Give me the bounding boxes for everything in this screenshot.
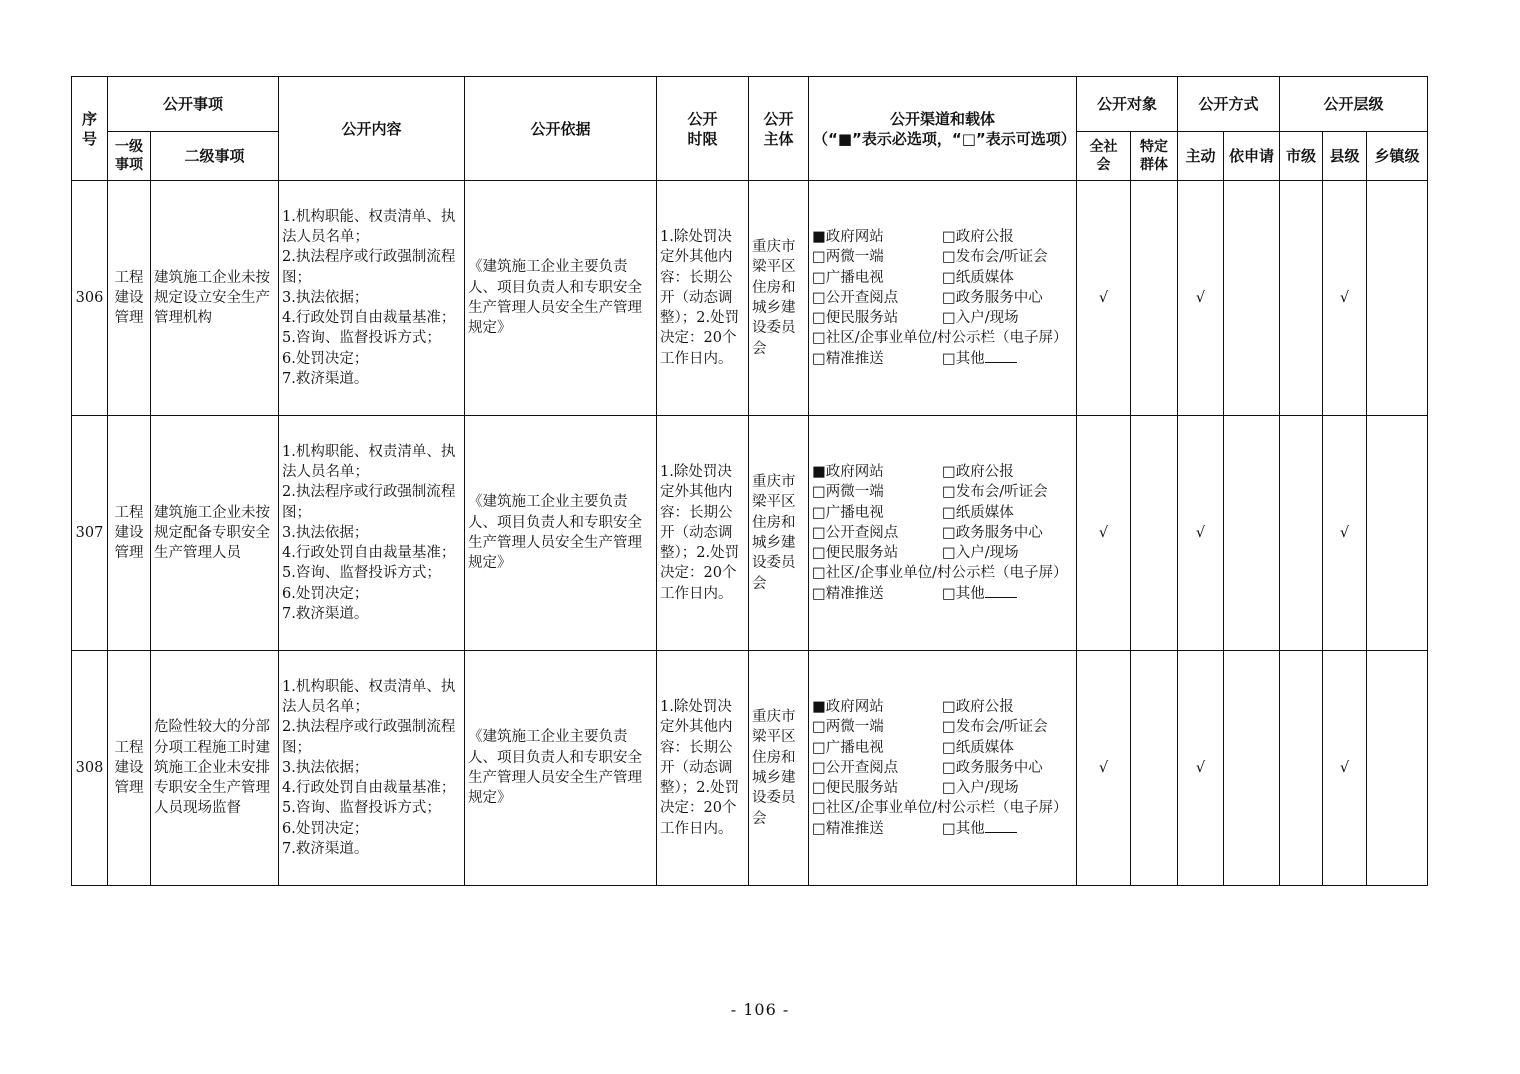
header-audience-specific: 特定群体: [1131, 132, 1178, 181]
row-method-active: √: [1178, 651, 1224, 886]
row-subject: 重庆市梁平区住房和城乡建设委员会: [749, 416, 809, 651]
row-subject: 重庆市梁平区住房和城乡建设委员会: [749, 651, 809, 886]
row-content: 1.机构职能、权责清单、执法人员名单； 2.执法程序或行政强制流程图； 3.执法依据； 4.行政处罚自由裁量基准； 5.咨询、监督投诉方式； 6.处罚决定； 7.救济渠道。: [279, 416, 465, 651]
row-basis: 《建筑施工企业主要负责人、项目负责人和专职安全生产管理人员安全生产管理规定》: [465, 416, 657, 651]
row-level-city: [1280, 181, 1323, 416]
row-audience-specific: [1131, 181, 1178, 416]
row-level-town: [1367, 416, 1428, 651]
header-content: 公开内容: [279, 77, 465, 181]
header-subject: 公开主体: [749, 77, 809, 181]
header-level: 公开层级: [1280, 77, 1428, 132]
row-time-limit: 1.除处罚决定外其他内容：长期公开（动态调整）；2.处罚决定：20个工作日内。: [657, 651, 749, 886]
row-channels: ■政府网站 □政府公报 □两微一端 □发布会/听证会 □广播电视 □纸质媒体 □公开查阅点 □政务服务中心 □便民服务站 □入户/现场 □社区/企事业单位/村公示栏（电子屏） □精准推送 □其他: [809, 651, 1077, 886]
row-level-county: √: [1323, 181, 1367, 416]
header-level2: 二级事项: [151, 132, 279, 181]
table-row: [72, 181, 1428, 416]
page-number: - 106 -: [730, 1000, 790, 1019]
row-level1: 工程建设管理: [108, 181, 151, 416]
row-seq: 306: [72, 181, 108, 416]
header-time-limit: 公开时限: [657, 77, 749, 181]
row-audience-all: √: [1077, 181, 1131, 416]
header-method-active: 主动: [1178, 132, 1224, 181]
row-level-city: [1280, 651, 1323, 886]
row-level2: 危险性较大的分部分项工程施工时建筑施工企业未安排专职安全生产管理人员现场监督: [151, 651, 279, 886]
header-level-town: 乡镇级: [1367, 132, 1428, 181]
header-level-county: 县级: [1323, 132, 1367, 181]
row-content: 1.机构职能、权责清单、执法人员名单； 2.执法程序或行政强制流程图； 3.执法依据； 4.行政处罚自由裁量基准； 5.咨询、监督投诉方式； 6.处罚决定； 7.救济渠道。: [279, 181, 465, 416]
row-method-active: √: [1178, 181, 1224, 416]
header-channels: [809, 77, 1077, 181]
row-level2: 建筑施工企业未按规定配备专职安全生产管理人员: [151, 416, 279, 651]
row-basis: 《建筑施工企业主要负责人、项目负责人和专职安全生产管理人员安全生产管理规定》: [465, 181, 657, 416]
header-audience: 公开对象: [1077, 77, 1178, 132]
row-audience-all: √: [1077, 416, 1131, 651]
row-seq: 308: [72, 651, 108, 886]
header-level-city: 市级: [1280, 132, 1323, 181]
row-level-town: [1367, 651, 1428, 886]
row-content: 1.机构职能、权责清单、执法人员名单； 2.执法程序或行政强制流程图； 3.执法依据； 4.行政处罚自由裁量基准； 5.咨询、监督投诉方式； 6.处罚决定； 7.救济渠道。: [279, 651, 465, 886]
row-channels: ■政府网站 □政府公报 □两微一端 □发布会/听证会 □广播电视 □纸质媒体 □公开查阅点 □政务服务中心 □便民服务站 □入户/现场 □社区/企事业单位/村公示栏（电子屏） □精准推送 □其他: [809, 181, 1077, 416]
header-channels-note: （“■”表示必选项，“□”表示可选项）: [813, 129, 1076, 148]
row-time-limit: 1.除处罚决定外其他内容：长期公开（动态调整）；2.处罚决定：20个工作日内。: [657, 181, 749, 416]
table-row: [72, 651, 1428, 886]
table-row: [72, 416, 1428, 651]
header-method-request: 依申请: [1224, 132, 1280, 181]
row-audience-specific: [1131, 651, 1178, 886]
row-method-active: √: [1178, 416, 1224, 651]
row-level-town: [1367, 181, 1428, 416]
row-basis: 《建筑施工企业主要负责人、项目负责人和专职安全生产管理人员安全生产管理规定》: [465, 651, 657, 886]
row-subject: 重庆市梁平区住房和城乡建设委员会: [749, 181, 809, 416]
header-channels-title: 公开渠道和载体: [890, 109, 996, 128]
header-basis: 公开依据: [465, 77, 657, 181]
row-method-request: [1224, 416, 1280, 651]
row-method-request: [1224, 651, 1280, 886]
row-audience-all: √: [1077, 651, 1131, 886]
row-channels: ■政府网站 □政府公报 □两微一端 □发布会/听证会 □广播电视 □纸质媒体 □公开查阅点 □政务服务中心 □便民服务站 □入户/现场 □社区/企事业单位/村公示栏（电子屏） □精准推送 □其他: [809, 416, 1077, 651]
row-method-request: [1224, 181, 1280, 416]
row-level-county: √: [1323, 651, 1367, 886]
row-level1: 工程建设管理: [108, 651, 151, 886]
row-seq: 307: [72, 416, 108, 651]
header-audience-all: 全社会: [1077, 132, 1131, 181]
header-seq: 序号: [72, 77, 108, 181]
row-level1: 工程建设管理: [108, 416, 151, 651]
row-level-county: √: [1323, 416, 1367, 651]
header-public-item: 公开事项: [108, 77, 279, 132]
disclosure-table: [71, 76, 1428, 886]
row-time-limit: 1.除处罚决定外其他内容：长期公开（动态调整）；2.处罚决定：20个工作日内。: [657, 416, 749, 651]
row-audience-specific: [1131, 416, 1178, 651]
header-level1: 一级事项: [108, 132, 151, 181]
header-method: 公开方式: [1178, 77, 1280, 132]
row-level-city: [1280, 416, 1323, 651]
row-level2: 建筑施工企业未按规定设立安全生产管理机构: [151, 181, 279, 416]
